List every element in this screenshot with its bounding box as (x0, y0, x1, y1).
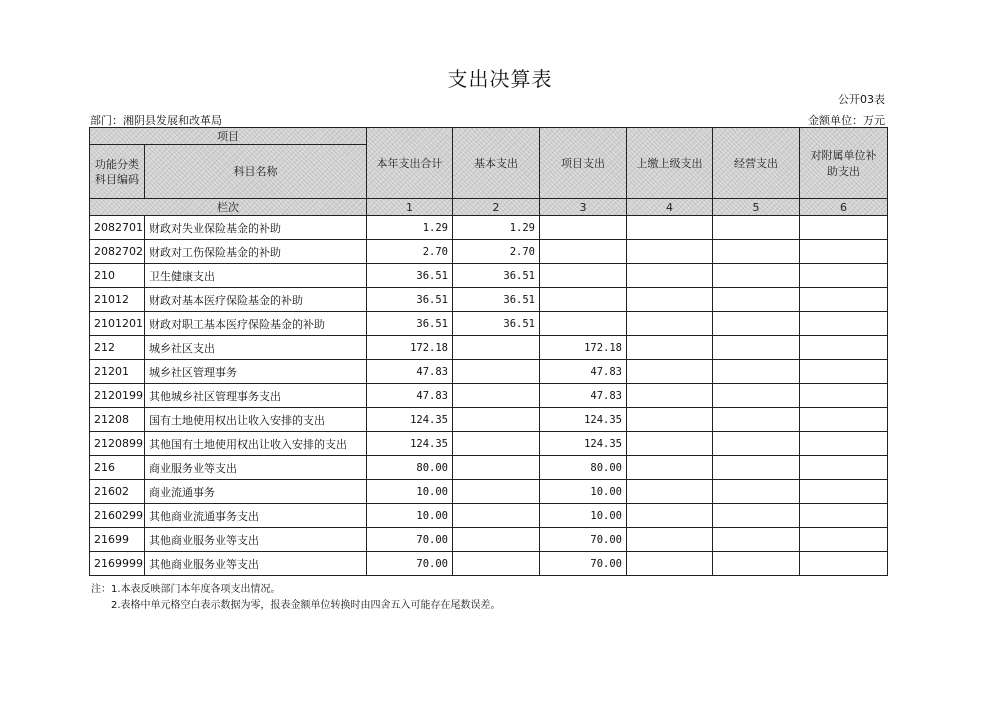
row-value-5 (713, 216, 800, 240)
row-name: 其他城乡社区管理事务支出 (145, 384, 367, 408)
row-value-3 (540, 240, 627, 264)
row-value-2 (453, 360, 540, 384)
row-value-4 (627, 240, 713, 264)
row-code: 2120199 (90, 384, 145, 408)
row-value-4 (627, 216, 713, 240)
row-value-1: 10.00 (367, 504, 453, 528)
footnote-1: 注：1.本表反映部门本年度各项支出情况。 (91, 584, 281, 595)
row-value-3: 10.00 (540, 504, 627, 528)
row-name: 财政对职工基本医疗保险基金的补助 (145, 312, 367, 336)
table-row (90, 264, 888, 288)
row-value-4 (627, 480, 713, 504)
row-name: 其他商业流通事务支出 (145, 504, 367, 528)
row-value-1: 172.18 (367, 336, 453, 360)
row-code: 21012 (90, 288, 145, 312)
row-value-6 (800, 336, 888, 360)
table-row (90, 504, 888, 528)
row-code: 2160299 (90, 504, 145, 528)
footnotes (91, 582, 501, 614)
table-row (90, 216, 888, 240)
row-code: 21201 (90, 360, 145, 384)
row-value-3: 47.83 (540, 360, 627, 384)
header-col-3: 项目支出 (540, 128, 627, 199)
col-num-5: 5 (713, 199, 800, 216)
row-value-3 (540, 264, 627, 288)
row-value-6 (800, 264, 888, 288)
header-row-no-label: 栏次 (90, 199, 367, 216)
row-value-1: 70.00 (367, 552, 453, 576)
row-name: 商业流通事务 (145, 480, 367, 504)
row-value-4 (627, 384, 713, 408)
row-value-5 (713, 264, 800, 288)
row-value-3: 172.18 (540, 336, 627, 360)
row-value-3 (540, 288, 627, 312)
table-row (90, 240, 888, 264)
row-value-6 (800, 480, 888, 504)
row-value-2: 2.70 (453, 240, 540, 264)
row-value-2: 36.51 (453, 264, 540, 288)
header-col-4: 上缴上级支出 (627, 128, 713, 199)
page-title: 支出决算表 (447, 67, 553, 91)
col-num-3: 3 (540, 199, 627, 216)
row-value-2: 1.29 (453, 216, 540, 240)
table-row (90, 456, 888, 480)
row-value-3 (540, 216, 627, 240)
row-value-1: 1.29 (367, 216, 453, 240)
row-value-2 (453, 456, 540, 480)
row-code: 2101201 (90, 312, 145, 336)
row-code: 2082701 (90, 216, 145, 240)
row-name: 国有土地使用权出让收入安排的支出 (145, 408, 367, 432)
form-number: 公开03表 (838, 93, 885, 106)
table-row (90, 336, 888, 360)
row-value-6 (800, 384, 888, 408)
row-name: 其他国有土地使用权出让收入安排的支出 (145, 432, 367, 456)
row-value-2 (453, 336, 540, 360)
row-value-4 (627, 312, 713, 336)
row-name: 财政对基本医疗保险基金的补助 (145, 288, 367, 312)
row-value-5 (713, 288, 800, 312)
table-row (90, 552, 888, 576)
row-value-6 (800, 456, 888, 480)
row-value-5 (713, 408, 800, 432)
row-name: 卫生健康支出 (145, 264, 367, 288)
row-value-1: 47.83 (367, 384, 453, 408)
row-code: 210 (90, 264, 145, 288)
row-value-5 (713, 312, 800, 336)
row-value-1: 124.35 (367, 408, 453, 432)
row-value-1: 10.00 (367, 480, 453, 504)
table-row (90, 288, 888, 312)
row-value-2 (453, 384, 540, 408)
table-row (90, 360, 888, 384)
header-name: 科目名称 (145, 145, 367, 199)
unit-label: 金额单位：万元 (808, 114, 885, 127)
row-value-5 (713, 552, 800, 576)
row-value-5 (713, 480, 800, 504)
row-value-1: 47.83 (367, 360, 453, 384)
row-value-4 (627, 264, 713, 288)
expenditure-table (89, 127, 888, 576)
row-value-6 (800, 216, 888, 240)
row-value-2 (453, 528, 540, 552)
row-code: 21699 (90, 528, 145, 552)
row-value-2 (453, 480, 540, 504)
row-name: 商业服务业等支出 (145, 456, 367, 480)
row-value-3: 80.00 (540, 456, 627, 480)
header-col-2: 基本支出 (453, 128, 540, 199)
row-value-6 (800, 360, 888, 384)
table-row (90, 312, 888, 336)
row-value-4 (627, 288, 713, 312)
row-value-4 (627, 360, 713, 384)
row-value-2 (453, 432, 540, 456)
row-name: 其他商业服务业等支出 (145, 552, 367, 576)
header-col-6: 对附属单位补助支出 (800, 128, 888, 199)
row-value-3: 70.00 (540, 552, 627, 576)
row-value-1: 2.70 (367, 240, 453, 264)
department-label: 部门：湘阴县发展和改革局 (90, 114, 222, 127)
row-value-4 (627, 528, 713, 552)
row-value-4 (627, 552, 713, 576)
header-col-1: 本年支出合计 (367, 128, 453, 199)
table-row (90, 408, 888, 432)
row-value-3: 70.00 (540, 528, 627, 552)
header-item: 项目 (90, 128, 367, 145)
row-value-4 (627, 336, 713, 360)
header-col-5: 经营支出 (713, 128, 800, 199)
row-value-1: 70.00 (367, 528, 453, 552)
col-num-6: 6 (800, 199, 888, 216)
table-row (90, 528, 888, 552)
row-code: 212 (90, 336, 145, 360)
row-value-5 (713, 528, 800, 552)
table-body (90, 216, 888, 576)
row-value-2 (453, 552, 540, 576)
row-code: 2169999 (90, 552, 145, 576)
row-name: 城乡社区管理事务 (145, 360, 367, 384)
table-row (90, 384, 888, 408)
row-name: 财政对工伤保险基金的补助 (145, 240, 367, 264)
row-value-5 (713, 504, 800, 528)
col-num-1: 1 (367, 199, 453, 216)
row-value-2: 36.51 (453, 312, 540, 336)
row-value-6 (800, 240, 888, 264)
row-value-1: 36.51 (367, 312, 453, 336)
row-value-3: 124.35 (540, 432, 627, 456)
row-name: 财政对失业保险基金的补助 (145, 216, 367, 240)
row-value-1: 80.00 (367, 456, 453, 480)
row-value-6 (800, 408, 888, 432)
row-code: 2082702 (90, 240, 145, 264)
row-code: 2120899 (90, 432, 145, 456)
row-value-3: 47.83 (540, 384, 627, 408)
row-value-3: 10.00 (540, 480, 627, 504)
row-name: 城乡社区支出 (145, 336, 367, 360)
footnote-2: 2.表格中单元格空白表示数据为零，报表金额单位转换时由四舍五入可能存在尾数误差。 (111, 600, 501, 611)
row-value-1: 36.51 (367, 288, 453, 312)
col-num-2: 2 (453, 199, 540, 216)
row-code: 21602 (90, 480, 145, 504)
row-value-5 (713, 432, 800, 456)
row-value-3 (540, 312, 627, 336)
row-value-5 (713, 336, 800, 360)
row-value-4 (627, 408, 713, 432)
row-value-3: 124.35 (540, 408, 627, 432)
row-value-4 (627, 432, 713, 456)
table-row (90, 480, 888, 504)
row-value-5 (713, 360, 800, 384)
row-value-6 (800, 504, 888, 528)
row-value-2: 36.51 (453, 288, 540, 312)
row-code: 216 (90, 456, 145, 480)
row-value-5 (713, 456, 800, 480)
row-code: 21208 (90, 408, 145, 432)
row-value-6 (800, 288, 888, 312)
row-value-4 (627, 504, 713, 528)
row-value-1: 124.35 (367, 432, 453, 456)
row-value-6 (800, 528, 888, 552)
header-code: 功能分类科目编码 (90, 145, 145, 199)
row-value-6 (800, 432, 888, 456)
row-value-6 (800, 552, 888, 576)
row-value-1: 36.51 (367, 264, 453, 288)
row-value-6 (800, 312, 888, 336)
row-value-4 (627, 456, 713, 480)
table-row (90, 432, 888, 456)
row-name: 其他商业服务业等支出 (145, 528, 367, 552)
row-value-2 (453, 504, 540, 528)
row-value-5 (713, 240, 800, 264)
col-num-4: 4 (627, 199, 713, 216)
row-value-2 (453, 408, 540, 432)
row-value-5 (713, 384, 800, 408)
